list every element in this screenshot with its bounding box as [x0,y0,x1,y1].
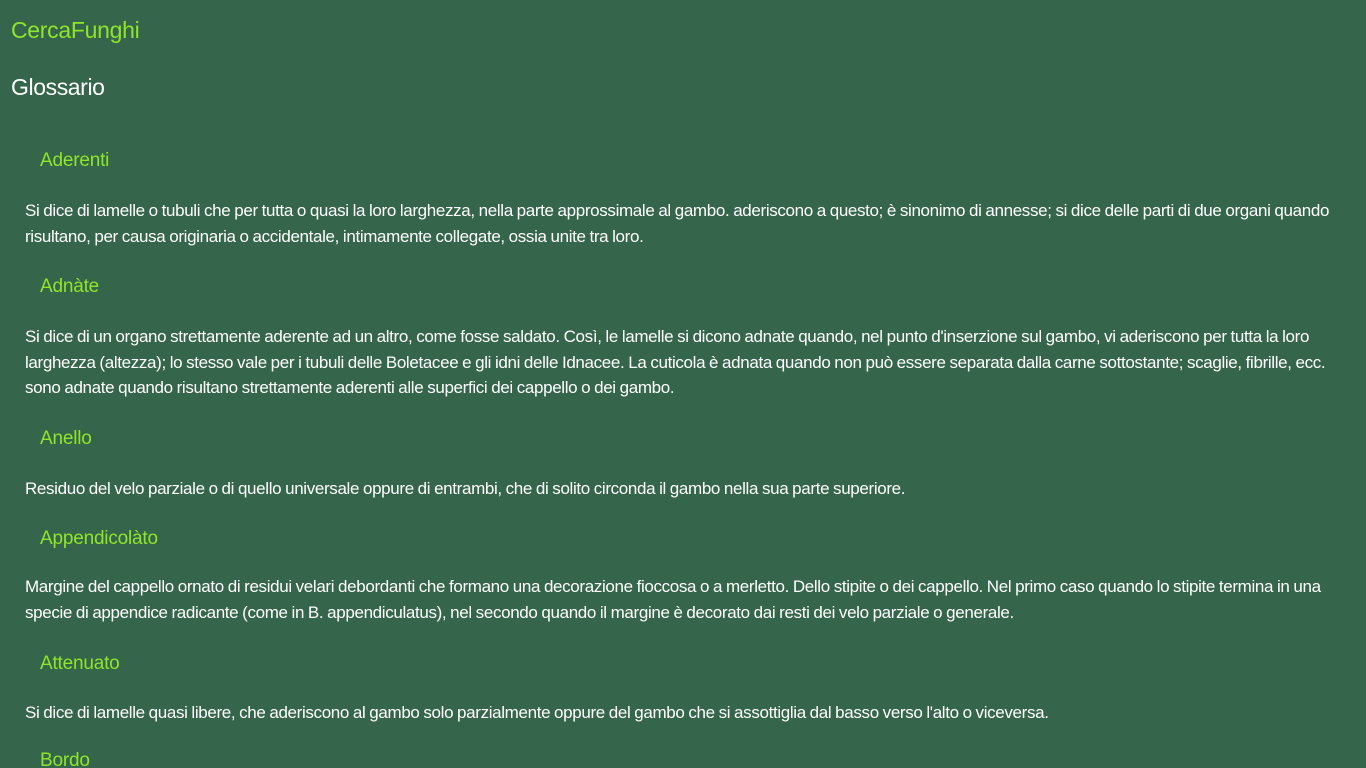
glossary-definition: Si dice di lamelle quasi libere, che aderiscono al gambo solo parzialmente oppure del gambo che si assottiglia dal basso verso l'alto o viceversa. [25,703,1049,722]
glossary-term: Adnàte [40,276,100,297]
app-title: CercaFunghi [11,17,140,43]
glossary-definition: Residuo del velo parziale o di quello universale oppure di entrambi, che di solito circonda il gambo nella sua parte superiore. [25,479,906,498]
glossary-term: Aderenti [40,150,110,171]
glossary-term: Appendicolàto [40,528,158,549]
page-title: Glossario [11,74,105,100]
glossary-term: Attenuato [40,653,120,674]
glossary-term: Bordo [40,750,90,768]
glossary-definition: Si dice di un organo strettamente aderente ad un altro, come fosse saldato. Così, le lamelle si dicono adnate quando, nel punto d'inserzione sul gambo, vi aderiscono per tutta la loro larghezza (altezza); lo stesso vale per i tubuli delle Boletacee e gli idni delle Idnacee. La cuticola è adnata quando non può essere separata dalla carne sottostante; scaglie, fibrille, ecc. sono adnate quando risultano strettamente aderenti alle superfici dei cappello o dei gambo. [25,327,1326,397]
glossary-definition: Margine del cappello ornato di residui velari debordanti che formano una decorazione fioccosa o a merletto. Dello stipite o dei cappello. Nel primo caso quando lo stipite termina in una specie di appendice radicante (come in B. appendiculatus), nel secondo quando il margine è decorato dai resti dei velo parziale o generale. [25,577,1321,622]
glossary-term: Anello [40,428,92,449]
glossary-definition: Si dice di lamelle o tubuli che per tutta o quasi la loro larghezza, nella parte approssimale al gambo. aderiscono a questo; è sinonimo di annesse; si dice delle parti di due organi quando risultano, per causa originaria o accidentale, intimamente collegate, ossia unite tra loro. [25,201,1330,246]
